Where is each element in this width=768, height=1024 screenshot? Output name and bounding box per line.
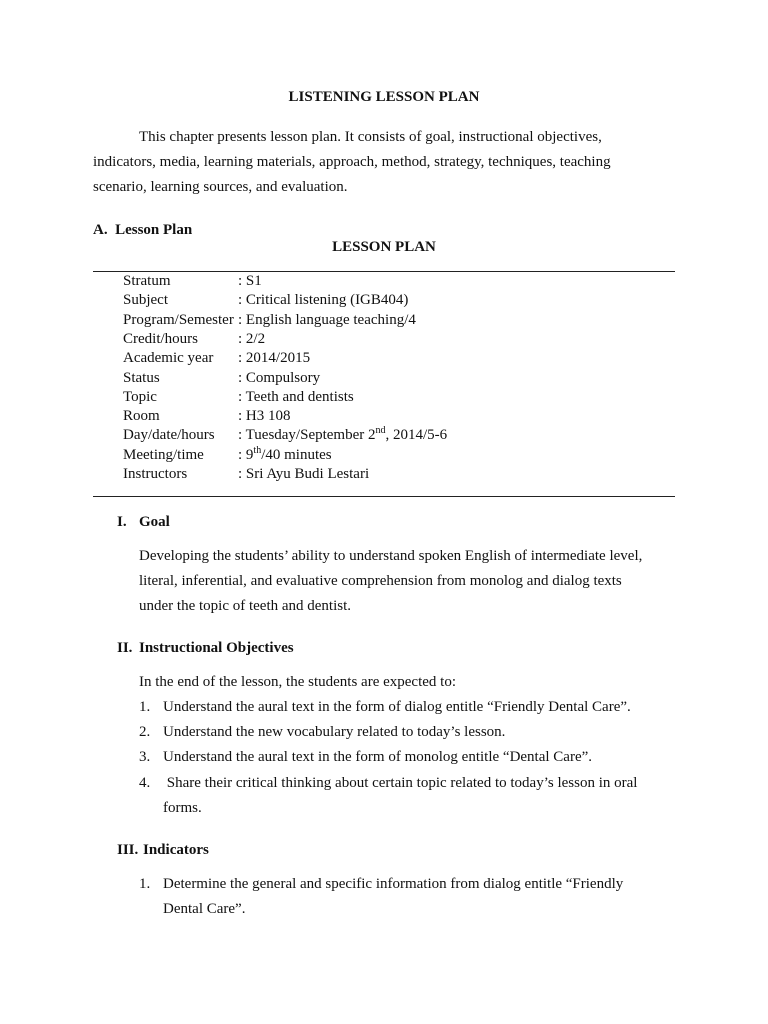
info-label: Credit/hours xyxy=(123,331,198,347)
page-title: LISTENING LESSON PLAN xyxy=(288,89,480,105)
info-label: Topic xyxy=(123,389,157,405)
info-value: : Critical listening (IGB404) xyxy=(238,292,409,308)
objective-item xyxy=(139,698,631,717)
info-label: Meeting/time xyxy=(123,447,204,463)
info-row-stratum xyxy=(123,272,262,291)
info-value-text: /40 minutes xyxy=(261,447,332,463)
goal-heading-text: Goal xyxy=(139,514,170,530)
indicator-item xyxy=(139,875,623,894)
info-row-academic-year xyxy=(123,349,310,368)
goal-heading xyxy=(117,514,170,531)
info-row-day-date-hours xyxy=(123,426,447,445)
objective-text: Understand the new vocabulary related to today’s lesson. xyxy=(163,724,506,740)
goal-marker: I. xyxy=(117,514,127,530)
table-bottom-rule xyxy=(93,496,675,497)
info-label: Subject xyxy=(123,292,168,308)
ordinal-suffix: nd xyxy=(375,425,386,436)
objectives-intro: In the end of the lesson, the students are expected to: xyxy=(139,674,456,690)
objective-number: 4. xyxy=(139,775,151,791)
info-value xyxy=(238,427,447,443)
objectives-marker: II. xyxy=(117,640,133,656)
info-row-status xyxy=(123,369,320,388)
info-label: Day/date/hours xyxy=(123,427,215,443)
info-value-text: , 2014/5-6 xyxy=(385,427,448,443)
info-row-room xyxy=(123,407,291,426)
indicator-continuation: Dental Care”. xyxy=(163,901,246,917)
info-value-text: : Tuesday/September 2 xyxy=(238,427,376,443)
info-value: : Compulsory xyxy=(238,370,321,386)
goal-line: under the topic of teeth and dentist. xyxy=(139,598,352,614)
info-label: Academic year xyxy=(123,350,214,366)
info-value: : English language teaching/4 xyxy=(238,312,416,328)
objective-text: Share their critical thinking about certain topic related to today’s lesson in oral xyxy=(163,775,638,791)
intro-line: This chapter presents lesson plan. It consists of goal, instructional objectives, xyxy=(139,129,602,145)
info-row-instructors xyxy=(123,465,369,484)
indicators-heading xyxy=(117,842,209,859)
info-value: : Teeth and dentists xyxy=(238,389,354,405)
goal-line: literal, inferential, and evaluative comprehension from monolog and dialog texts xyxy=(139,573,622,589)
info-label: Stratum xyxy=(123,273,171,289)
objectives-heading-text: Instructional Objectives xyxy=(139,640,294,656)
indicators-heading-text: Indicators xyxy=(143,842,209,858)
lesson-plan-heading: LESSON PLAN xyxy=(332,239,436,255)
info-value: : S1 xyxy=(238,273,262,289)
objective-item xyxy=(139,748,592,767)
objectives-heading xyxy=(117,640,294,657)
info-row-meeting-time xyxy=(123,446,332,465)
info-label: Instructors xyxy=(123,466,188,482)
info-row-program-semester xyxy=(123,311,416,330)
info-label: Room xyxy=(123,408,160,424)
info-row-credit-hours xyxy=(123,330,265,349)
intro-line: scenario, learning sources, and evaluation. xyxy=(93,179,348,195)
objective-number: 3. xyxy=(139,749,151,765)
objective-item xyxy=(139,774,637,793)
info-value: : 2014/2015 xyxy=(238,350,311,366)
objective-text: Understand the aural text in the form of monolog entitle “Dental Care”. xyxy=(163,749,593,765)
info-value: : H3 108 xyxy=(238,408,291,424)
objective-item xyxy=(139,723,505,742)
objective-text: Understand the aural text in the form of dialog entitle “Friendly Dental Care”. xyxy=(163,699,631,715)
intro-line: indicators, media, learning materials, approach, method, strategy, techniques, teaching xyxy=(93,154,611,170)
info-label: Status xyxy=(123,370,160,386)
goal-line: Developing the students’ ability to understand spoken English of intermediate level, xyxy=(139,548,643,564)
info-value: : 2/2 xyxy=(238,331,266,347)
indicators-marker: III. xyxy=(117,842,139,858)
info-row-subject xyxy=(123,291,408,310)
objective-continuation: forms. xyxy=(163,800,202,816)
indicator-text: Determine the general and specific information from dialog entitle “Friendly xyxy=(163,876,624,892)
info-label: Program/Semester xyxy=(123,312,234,328)
section-a-label: Lesson Plan xyxy=(115,222,193,238)
info-value-text: : 9 xyxy=(238,447,254,463)
info-value xyxy=(238,447,332,463)
section-a-marker: A. xyxy=(93,222,108,238)
objective-number: 1. xyxy=(139,699,151,715)
section-a-heading xyxy=(93,222,192,239)
ordinal-suffix: th xyxy=(253,445,262,456)
info-row-topic xyxy=(123,388,354,407)
objective-number: 2. xyxy=(139,724,151,740)
info-value: : Sri Ayu Budi Lestari xyxy=(238,466,370,482)
indicator-number: 1. xyxy=(139,876,151,892)
